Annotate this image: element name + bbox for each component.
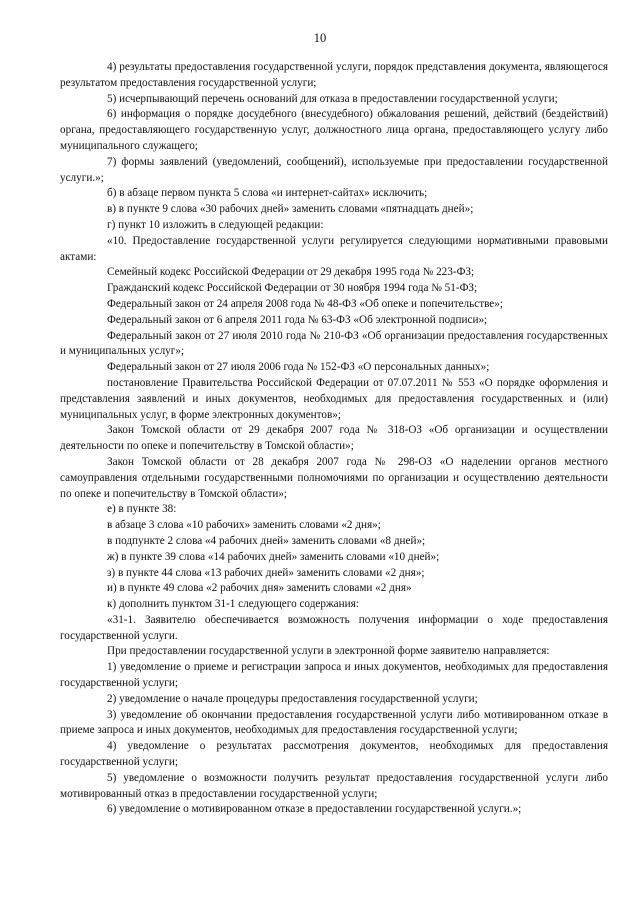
paragraph: 7) формы заявлений (уведомлений, сообщений), используемые при предоставлении государственной услуги.»; [60,155,608,184]
paragraph: 6) информация о порядке досудебного (внесудебного) обжалования решений, действий (бездействий) органа, предоставляющего государственную услуг, должностного лица органа, предоставляющего услугу либо муниципального служащего; [60,108,608,152]
paragraph: в подпункте 2 слова «4 рабочих дней» заменить словами «8 дней»; [107,534,426,547]
paragraph: Федеральный закон от 6 апреля 2011 года № 63-ФЗ «Об электронной подписи»; [107,313,488,326]
paragraph: 4) результаты предоставления государственной услуги, порядок представления документа, являющегося результатом предоставления государственной услуги; [60,61,608,89]
paragraph: 5) уведомление о возможности получить результат предоставления государственной услуги либо мотивированный отказ в предоставлении государственной услуги; [60,771,608,800]
paragraph: 6) уведомление о мотивированном отказе в предоставлении государственной услуги.»; [107,803,522,816]
paragraph: з) в пункте 44 слова «13 рабочих дней» заменить словами «2 дня»; [107,566,425,579]
paragraph: Закон Томской области от 29 декабря 2007 года № 318-ОЗ «Об организации и осуществлении деятельности по опеке и попечительству в Томской области»; [60,424,608,453]
paragraph: и) в пункте 49 слова «2 рабочих дня» заменить словами «2 дня» [107,582,412,595]
paragraph: «10. Предоставление государственной услуги регулируется следующими нормативными правовыми актами: [60,234,608,263]
paragraph: к) дополнить пунктом 31-1 следующего содержания: [107,598,359,611]
paragraph: в абзаце 3 слова «10 рабочих» заменить словами «2 дня»; [107,519,381,532]
document-body [60,60,608,818]
paragraph: г) пункт 10 изложить в следующей редакции: [107,218,324,231]
paragraph: 4) уведомление о результатах рассмотрения документов, необходимых для предоставления государственной услуги; [60,740,608,769]
paragraph: «31-1. Заявителю обеспечивается возможность получения информации о ходе предоставления государственной услуги. [60,613,608,642]
paragraph: е) в пункте 38: [107,503,177,516]
paragraph: 3) уведомление об окончании предоставления государственной услуги либо мотивированном отказе в приеме запроса и иных документов, необходимых для предоставления государственной услуги; [60,708,608,737]
paragraph: в) в пункте 9 слова «30 рабочих дней» заменить словами «пятнадцать дней»; [107,203,474,216]
paragraph: постановление Правительства Российской Федерации от 07.07.2011 № 553 «О порядке оформления и представления заявлений и иных документов, необходимых для предоставления государственных и (или) муниципальных услуг, в форме электронных документов»; [60,376,608,421]
paragraph: 5) исчерпывающий перечень оснований для отказа в предоставлении государственной услуги; [107,92,558,105]
paragraph: ж) в пункте 39 слова «14 рабочих дней» заменить словами «10 дней»; [107,550,440,563]
paragraph: Федеральный закон от 27 июля 2006 года № 152-ФЗ «О персональных данных»; [107,361,490,374]
paragraph: 2) уведомление о начале процедуры предоставления государственной услуги; [107,692,478,705]
paragraph: б) в абзаце первом пункта 5 слова «и интернет-сайтах» исключить; [107,187,428,200]
paragraph: Гражданский кодекс Российской Федерации от 30 ноября 1994 года № 51-ФЗ; [107,282,478,295]
page-number: 10 [313,31,327,45]
paragraph: 1) уведомление о приеме и регистрации запроса и иных документов, необходимых для предоставления государственной услуги; [60,661,608,690]
paragraph: При предоставлении государственной услуги в электронной форме заявителю направляется: [107,645,550,658]
paragraph: Федеральный закон от 24 апреля 2008 года № 48-ФЗ «Об опеке и попечительстве»; [107,297,503,310]
paragraph: Закон Томской области от 28 декабря 2007 года № 298-ОЗ «О наделении органов местного самоуправления отдельными государственными полномочиями по организации и осуществлению деятельности по опеке и попечительству в Томской области»; [60,455,608,500]
paragraph: Федеральный закон от 27 июля 2010 года № 210-ФЗ «Об организации предоставления государственных и муниципальных услуг»; [60,329,608,358]
paragraph: Семейный кодекс Российской Федерации от 29 декабря 1995 года № 223-ФЗ; [107,266,475,279]
